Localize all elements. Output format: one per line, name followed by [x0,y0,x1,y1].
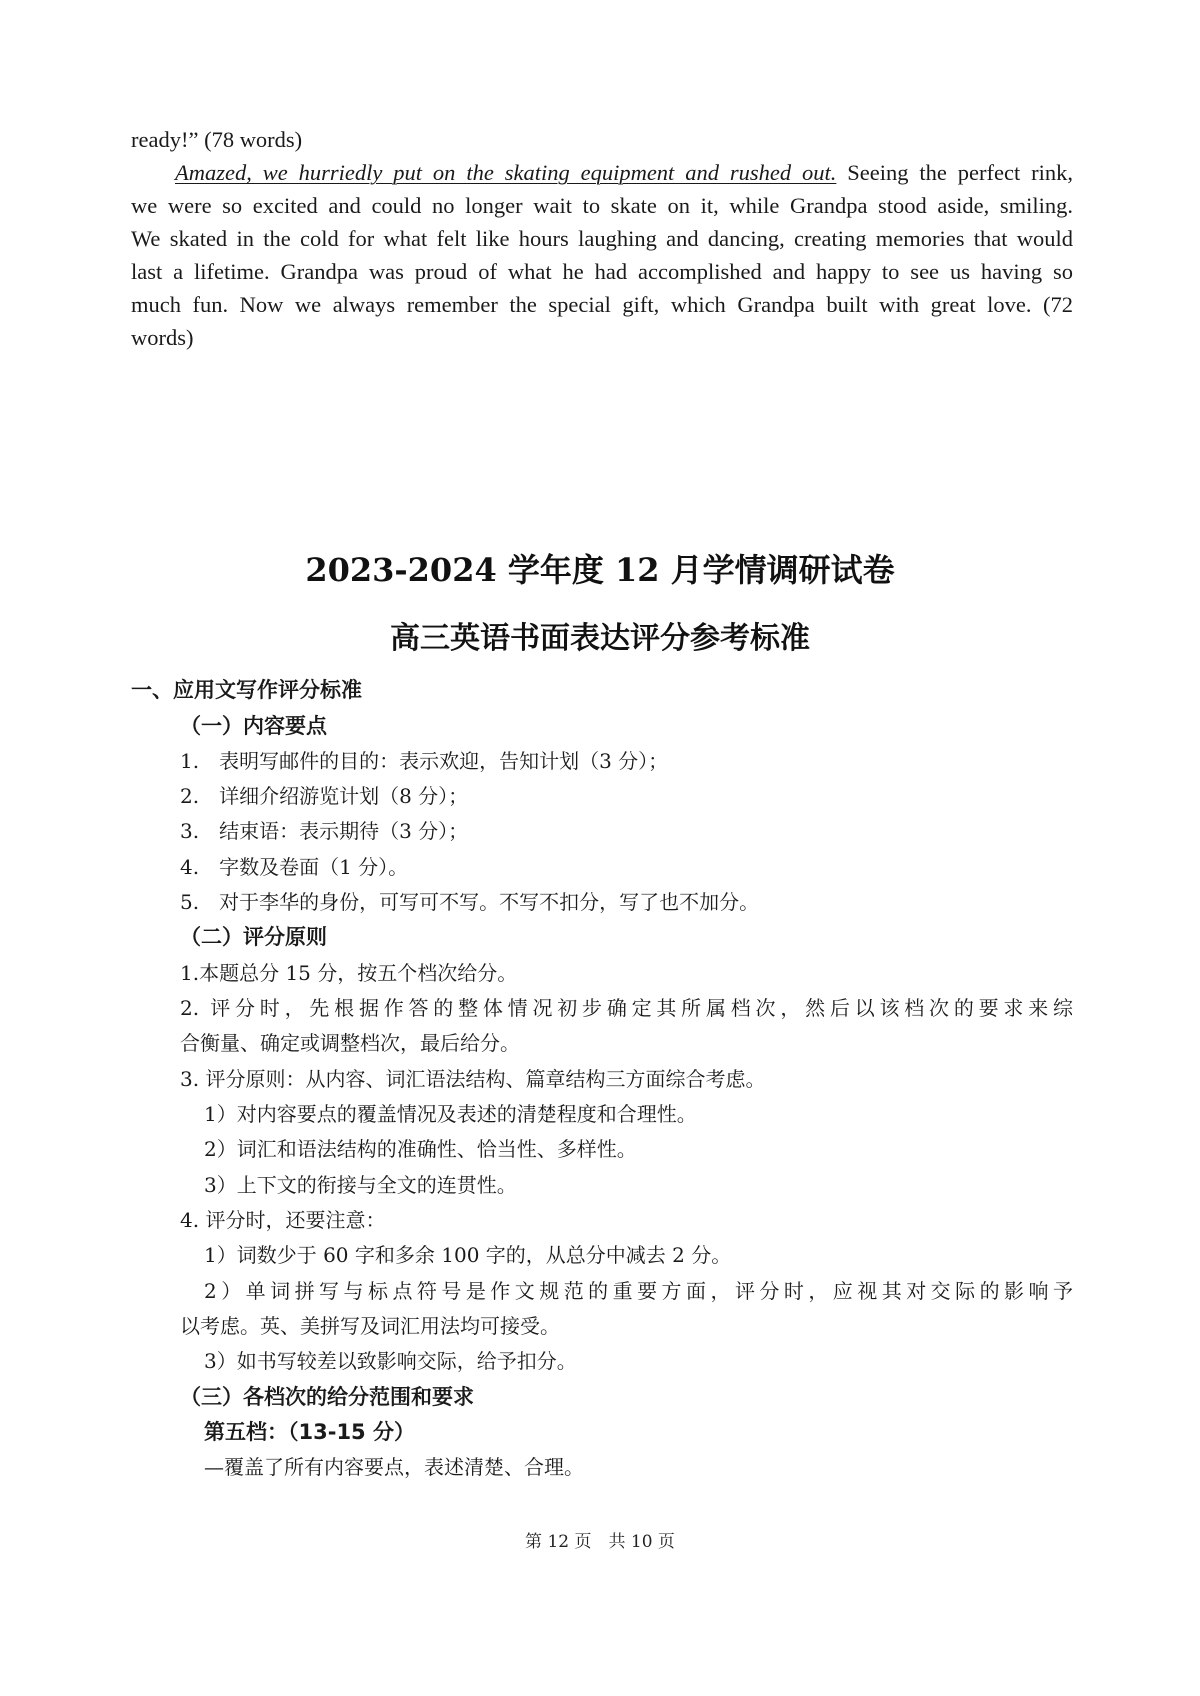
principle-3: 3. 评分原则：从内容、词汇语法结构、篇章结构三方面综合考虑。 [180,1067,766,1091]
principle-3-sub-1: 1）对内容要点的覆盖情况及表述的清楚程度和合理性。 [204,1102,697,1126]
page-subtitle: 高三英语书面表达评分参考标准 [390,621,810,656]
content-item-5: 5. 对于李华的身份，可写可不写。不写不扣分，写了也不加分。 [180,890,760,914]
story-line-2-rest: Seeing the perfect rink, [836,160,1073,185]
principle-2-line-1: 2. 评分时，先根据作答的整体情况初步确定其所属档次，然后以该档次的要求来综 [180,996,1073,1020]
story-line-1: ready!” (78 words) [131,127,303,152]
part2-heading: （二）评分原则 [180,925,327,949]
story-line-6: much fun. Now we always remember the special gift, which Grandpa built with great love. (72 [131,292,1073,317]
section-heading: 一、应用文写作评分标准 [131,678,362,702]
story-line-7: words) [131,325,194,350]
opening-sentence: Amazed, we hurriedly put on the skating equipment and rushed out. [175,160,837,185]
part3-heading: （三）各档次的给分范围和要求 [180,1385,474,1409]
content-item-3: 3. 结束语：表示期待（3 分）； [180,819,469,843]
principle-3-sub-3: 3）上下文的衔接与全文的连贯性。 [204,1173,517,1197]
page-title: 2023-2024 学年度 12 月学情调研试卷 [305,551,895,589]
principle-4: 4. 评分时，还要注意： [180,1208,386,1232]
story-line-3: we were so excited and could no longer wait to skate on it, while Grandpa stood aside, smiling. [131,193,1073,218]
content-item-2: 2. 详细介绍游览计划（8 分）； [180,784,469,808]
story-line-5: last a lifetime. Grandpa was proud of what he had accomplished and happy to see us having so [131,259,1073,284]
level-5-requirement: —覆盖了所有内容要点，表述清楚、合理。 [204,1455,584,1479]
story-line-2 [131,155,1073,191]
story-line-4: We skated in the cold for what felt like hours laughing and dancing, creating memories that would [131,226,1073,251]
page-number: 第 12 页 共 10 页 [525,1532,675,1552]
principle-3-sub-2: 2）词汇和语法结构的准确性、恰当性、多样性。 [204,1137,637,1161]
principle-2-line-2: 合衡量、确定或调整档次，最后给分。 [180,1031,520,1055]
content-item-4: 4. 字数及卷面（1 分）。 [180,855,409,879]
principle-4-sub-1: 1）词数少于 60 字和多余 100 字的，从总分中减去 2 分。 [204,1243,732,1267]
principle-4-sub-3: 3）如书写较差以致影响交际，给予扣分。 [204,1349,577,1373]
principle-1: 1.本题总分 15 分，按五个档次给分。 [180,961,518,985]
part1-heading: （一）内容要点 [180,714,327,738]
content-item-1: 1. 表明写邮件的目的：表示欢迎，告知计划（3 分）； [180,749,669,773]
level-5-heading: 第五档：（13-15 分） [204,1420,415,1444]
principle-4-sub-2-line-1: 2）单词拼写与标点符号是作文规范的重要方面，评分时，应视其对交际的影响予 [204,1279,1073,1303]
principle-4-sub-2-line-2: 以考虑。英、美拼写及词汇用法均可接受。 [180,1314,560,1338]
